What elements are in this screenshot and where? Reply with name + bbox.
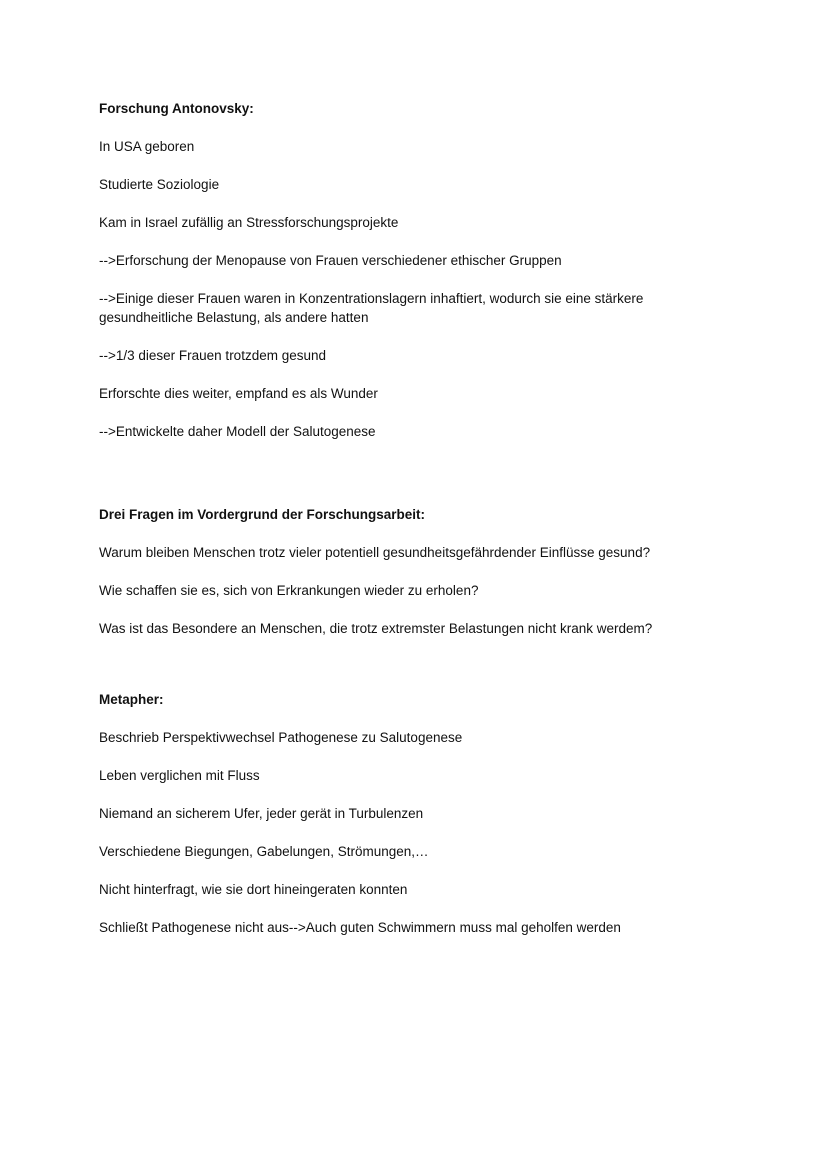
paragraph: Beschrieb Perspektivwechsel Pathogenese zu Salutogenese — [99, 730, 463, 745]
paragraph: Erforschte dies weiter, empfand es als Wunder — [99, 386, 378, 401]
paragraph: Studierte Soziologie — [99, 177, 220, 192]
paragraph: Leben verglichen mit Fluss — [99, 768, 260, 783]
paragraph: -->1/3 dieser Frauen trotzdem gesund — [99, 348, 326, 363]
paragraph: Nicht hinterfragt, wie sie dort hineingeraten konnten — [99, 882, 408, 897]
section-drei-fragen — [99, 505, 739, 657]
paragraph: Warum bleiben Menschen trotz vieler potentiell gesundheitsgefährdender Einflüsse gesund? — [99, 545, 651, 560]
paragraph: Wie schaffen sie es, sich von Erkrankungen wieder zu erholen? — [99, 583, 479, 598]
paragraph: In USA geboren — [99, 139, 195, 154]
section-forschung-antonovsky — [99, 99, 739, 460]
section-metapher — [99, 690, 739, 956]
paragraph: Schließt Pathogenese nicht aus-->Auch guten Schwimmern muss mal geholfen werden — [99, 920, 621, 935]
paragraph: Kam in Israel zufällig an Stressforschungsprojekte — [99, 215, 399, 230]
paragraph: -->Erforschung der Menopause von Frauen verschiedener ethischer Gruppen — [99, 253, 562, 268]
paragraph: Niemand an sicherem Ufer, jeder gerät in Turbulenzen — [99, 806, 424, 821]
paragraph: -->Einige dieser Frauen waren in Konzentrationslagern inhaftiert, wodurch sie eine stärkere gesundheitliche Belastung, als andere hatten — [99, 291, 644, 325]
paragraph: Verschiedene Biegungen, Gabelungen, Strömungen,… — [99, 844, 429, 859]
section-heading: Forschung Antonovsky: — [99, 101, 254, 116]
section-heading: Drei Fragen im Vordergrund der Forschungsarbeit: — [99, 507, 426, 522]
paragraph: Was ist das Besondere an Menschen, die trotz extremster Belastungen nicht krank werdem? — [99, 621, 653, 636]
section-heading: Metapher: — [99, 692, 164, 707]
paragraph: -->Entwickelte daher Modell der Salutogenese — [99, 424, 376, 439]
